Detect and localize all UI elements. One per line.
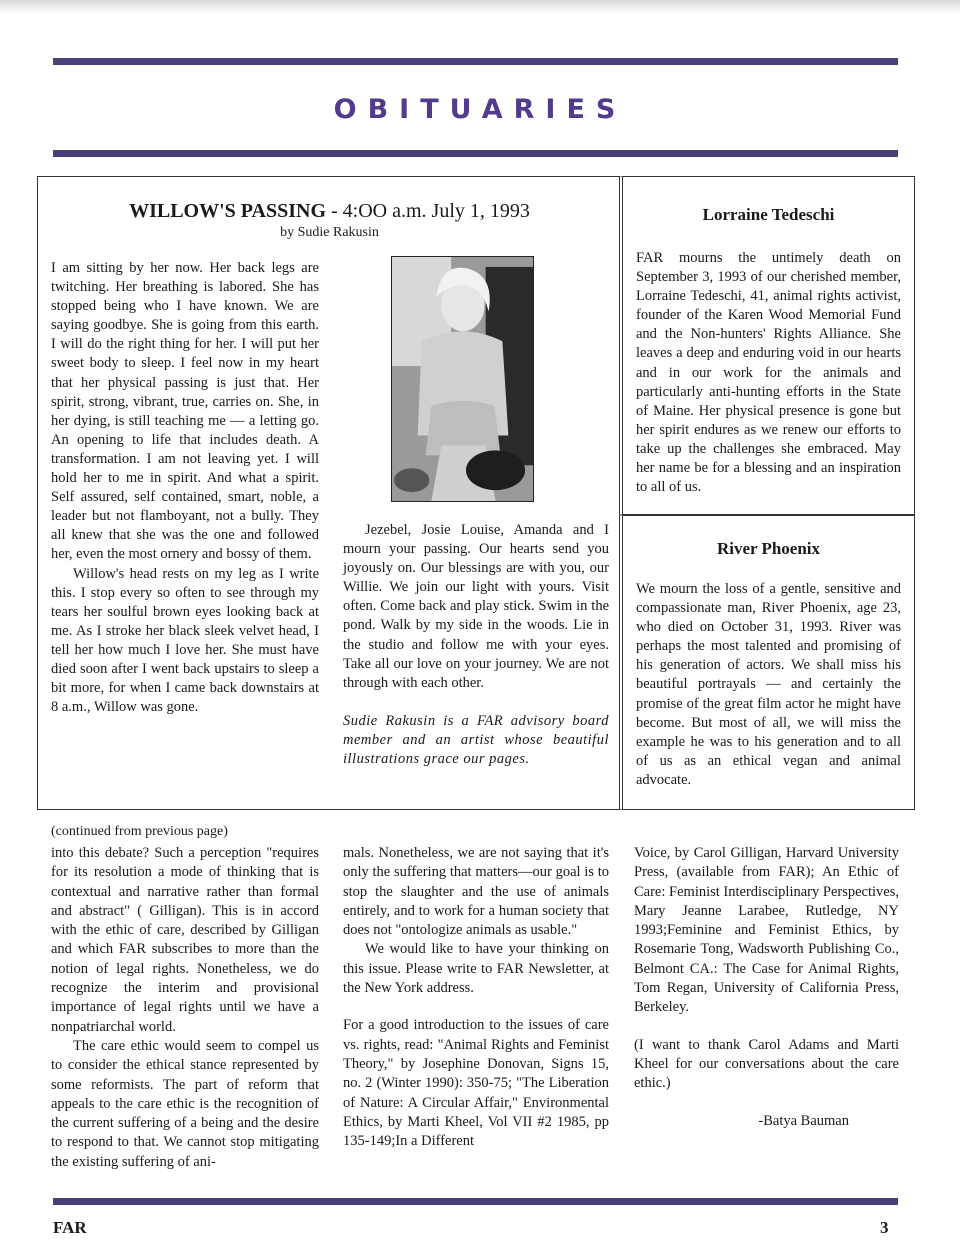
author-credit: Sudie Rakusin is a FAR advisory board member and an artist whose beautiful illustrations grace our pages.: [343, 712, 609, 768]
tedeschi-box: [619, 176, 915, 515]
reading-list: For a good introduction to the issues of care vs. rights, read: "Animal Rights and Feminist Theory," by Josephine Donovan, Signs 15, no. 2 (Winter 1990): 350-75; "The Liberation of Nature: A Circular Affair," Environmental Ethics, by Marti Kheel, Vol VII #2 1985, pp 135-149;In a Different: [343, 1017, 609, 1150]
continued-paragraph: The care ethic would seem to compel us to consider the ethical stance represented by some reformists. The part of reform that appeals to the care ethic is the recognition of the current suffering of a being and the desire to respond to that. We cannot stop mitigating the existing suffering of ani-: [51, 1037, 319, 1170]
willow-byline: by Sudie Rakusin: [280, 225, 379, 240]
title-rule: [53, 150, 898, 157]
footer-publication: FAR: [53, 1218, 87, 1237]
bottom-rule: [53, 1198, 898, 1205]
phoenix-heading: River Phoenix: [716, 539, 821, 558]
willow-farewell: Jezebel, Josie Louise, Amanda and I mourn your passing. Our hearts send you joyously on. Our blessings are with you, our Willie. We join our light with yours. Visit often. Come back and play stick. Swim in the pond. Walk by my side in the woods. Lie in the studio and follow me with your eyes. Take all our love on your journey. We are not through with each other.: [343, 522, 609, 691]
author-signoff: -Batya Bauman: [758, 1112, 849, 1129]
continued-column-2: [343, 844, 609, 1151]
acknowledgement: (I want to thank Carol Adams and Marti Kheel for our conversations about the care ethic.): [634, 1036, 899, 1092]
scan-edge: [0, 0, 960, 14]
portrait-illustration: [392, 257, 533, 501]
page-title: OBITUARIES: [333, 94, 627, 125]
continued-label: (continued from previous page): [51, 824, 228, 839]
continued-paragraph: mals. Nonetheless, we are not saying that it's only the suffering that matters—our goal is to stop the slaughter and the use of animals entirely, and to work for a human society that does not "ontologize animals as usable.": [343, 845, 609, 939]
willow-headline: [38, 200, 621, 223]
page-number: 3: [880, 1218, 889, 1237]
phoenix-box: [619, 515, 915, 810]
top-rule: [53, 58, 898, 65]
willow-title-date: - 4:OO a.m. July 1, 1993: [326, 200, 530, 222]
willow-paragraph: Willow's head rests on my leg as I write this. I stop every so often to see through my tears her soulful brown eyes looking back at me. As I stroke her black sleek velvet head, I tell her how much I love her. She must have died soon after I went back upstairs to sleep a bit more, for when I came back downstairs at 8 a.m., Willow was gone.: [51, 565, 319, 716]
willow-title: WILLOW'S PASSING: [129, 200, 326, 222]
continued-paragraph: into this debate? Such a perception "requires for its resolution a mode of thinking that is contextual and narrative rather than formal and abstract" ( Gilligan). This is in accord with the ethic of care, described by Gilligan and which FAR subscribes to more than the notion of legal rights. Nonetheless, we do recognize the interim and provisional importance of legal rights until we have a nonpatriarchal world.: [51, 845, 319, 1035]
tedeschi-heading: Lorraine Tedeschi: [702, 205, 835, 224]
phoenix-text: We mourn the loss of a gentle, sensitive and compassionate man, River Phoenix, age 23, who died on October 31, 1993. River was perhaps the most talented and promising of his generation of actors. We shall miss his beautiful portrayals — and certainly the promise of the great film actor he might have become. But most of all, we will miss the example he was to his generation and to all of us as an ethical vegan and animal advocate.: [636, 581, 901, 788]
willow-column-2: [343, 521, 609, 769]
continued-paragraph: We would like to have your thinking on this issue. Please write to FAR Newsletter, at the New York address.: [343, 941, 609, 997]
continued-column-3: [634, 844, 899, 1131]
tedeschi-text: FAR mourns the untimely death on September 3, 1993 of our cherished member, Lorraine Tedeschi, 41, animal rights activist, founder of the Karen Wood Memorial Fund and the Non-hunters' Rights Alliance. She leaves a deep and enduring void in our hearts and in our work for the animals and particularly anti-hunting efforts in the State of Maine. Her physical presence is gone but her spirit endures as we renew our efforts to take up the challenges she embraced. May her name be for a blessing and an inspiration to all of us.: [636, 250, 901, 496]
willow-article-box: [37, 176, 622, 810]
portrait-photo: [391, 256, 534, 502]
continued-column-1: [51, 844, 319, 1172]
willow-paragraph: I am sitting by her now. Her back legs are twitching. Her breathing is labored. She has stopped being who I have known. We are saying goodbye. She is going from this earth. I will do the right thing for her. I will put her sweet body to sleep. I feel now in my heart that her physical passing is just that. Her spirit, strong, vibrant, true, carries on. She, in her dying, is still teaching me — a letting go. An opening to life that includes death. A transformation. I am not leaving yet. I will hold her to me in spirit. And what a spirit. Self assured, self contained, smart, noble, a leader but not flamboyant, not a bully. They all knew that she was the one and followed her, even the most ornery and bossy of them.: [51, 260, 319, 563]
reading-list-continued: Voice, by Carol Gilligan, Harvard University Press, (available from FAR); An Ethic of Care: Feminist Interdisciplinary Perspectives, Mary Jeanne Larabee, Rutledge, NY 1993;Feminine and Feminist Ethics, by Rosemarie Tong, Wadsworth Publishing Co., Belmont CA.: The Case for Animal Rights, Tom Regan, University of California Press, Berkeley.: [634, 845, 899, 1016]
willow-column-1: [51, 259, 319, 717]
